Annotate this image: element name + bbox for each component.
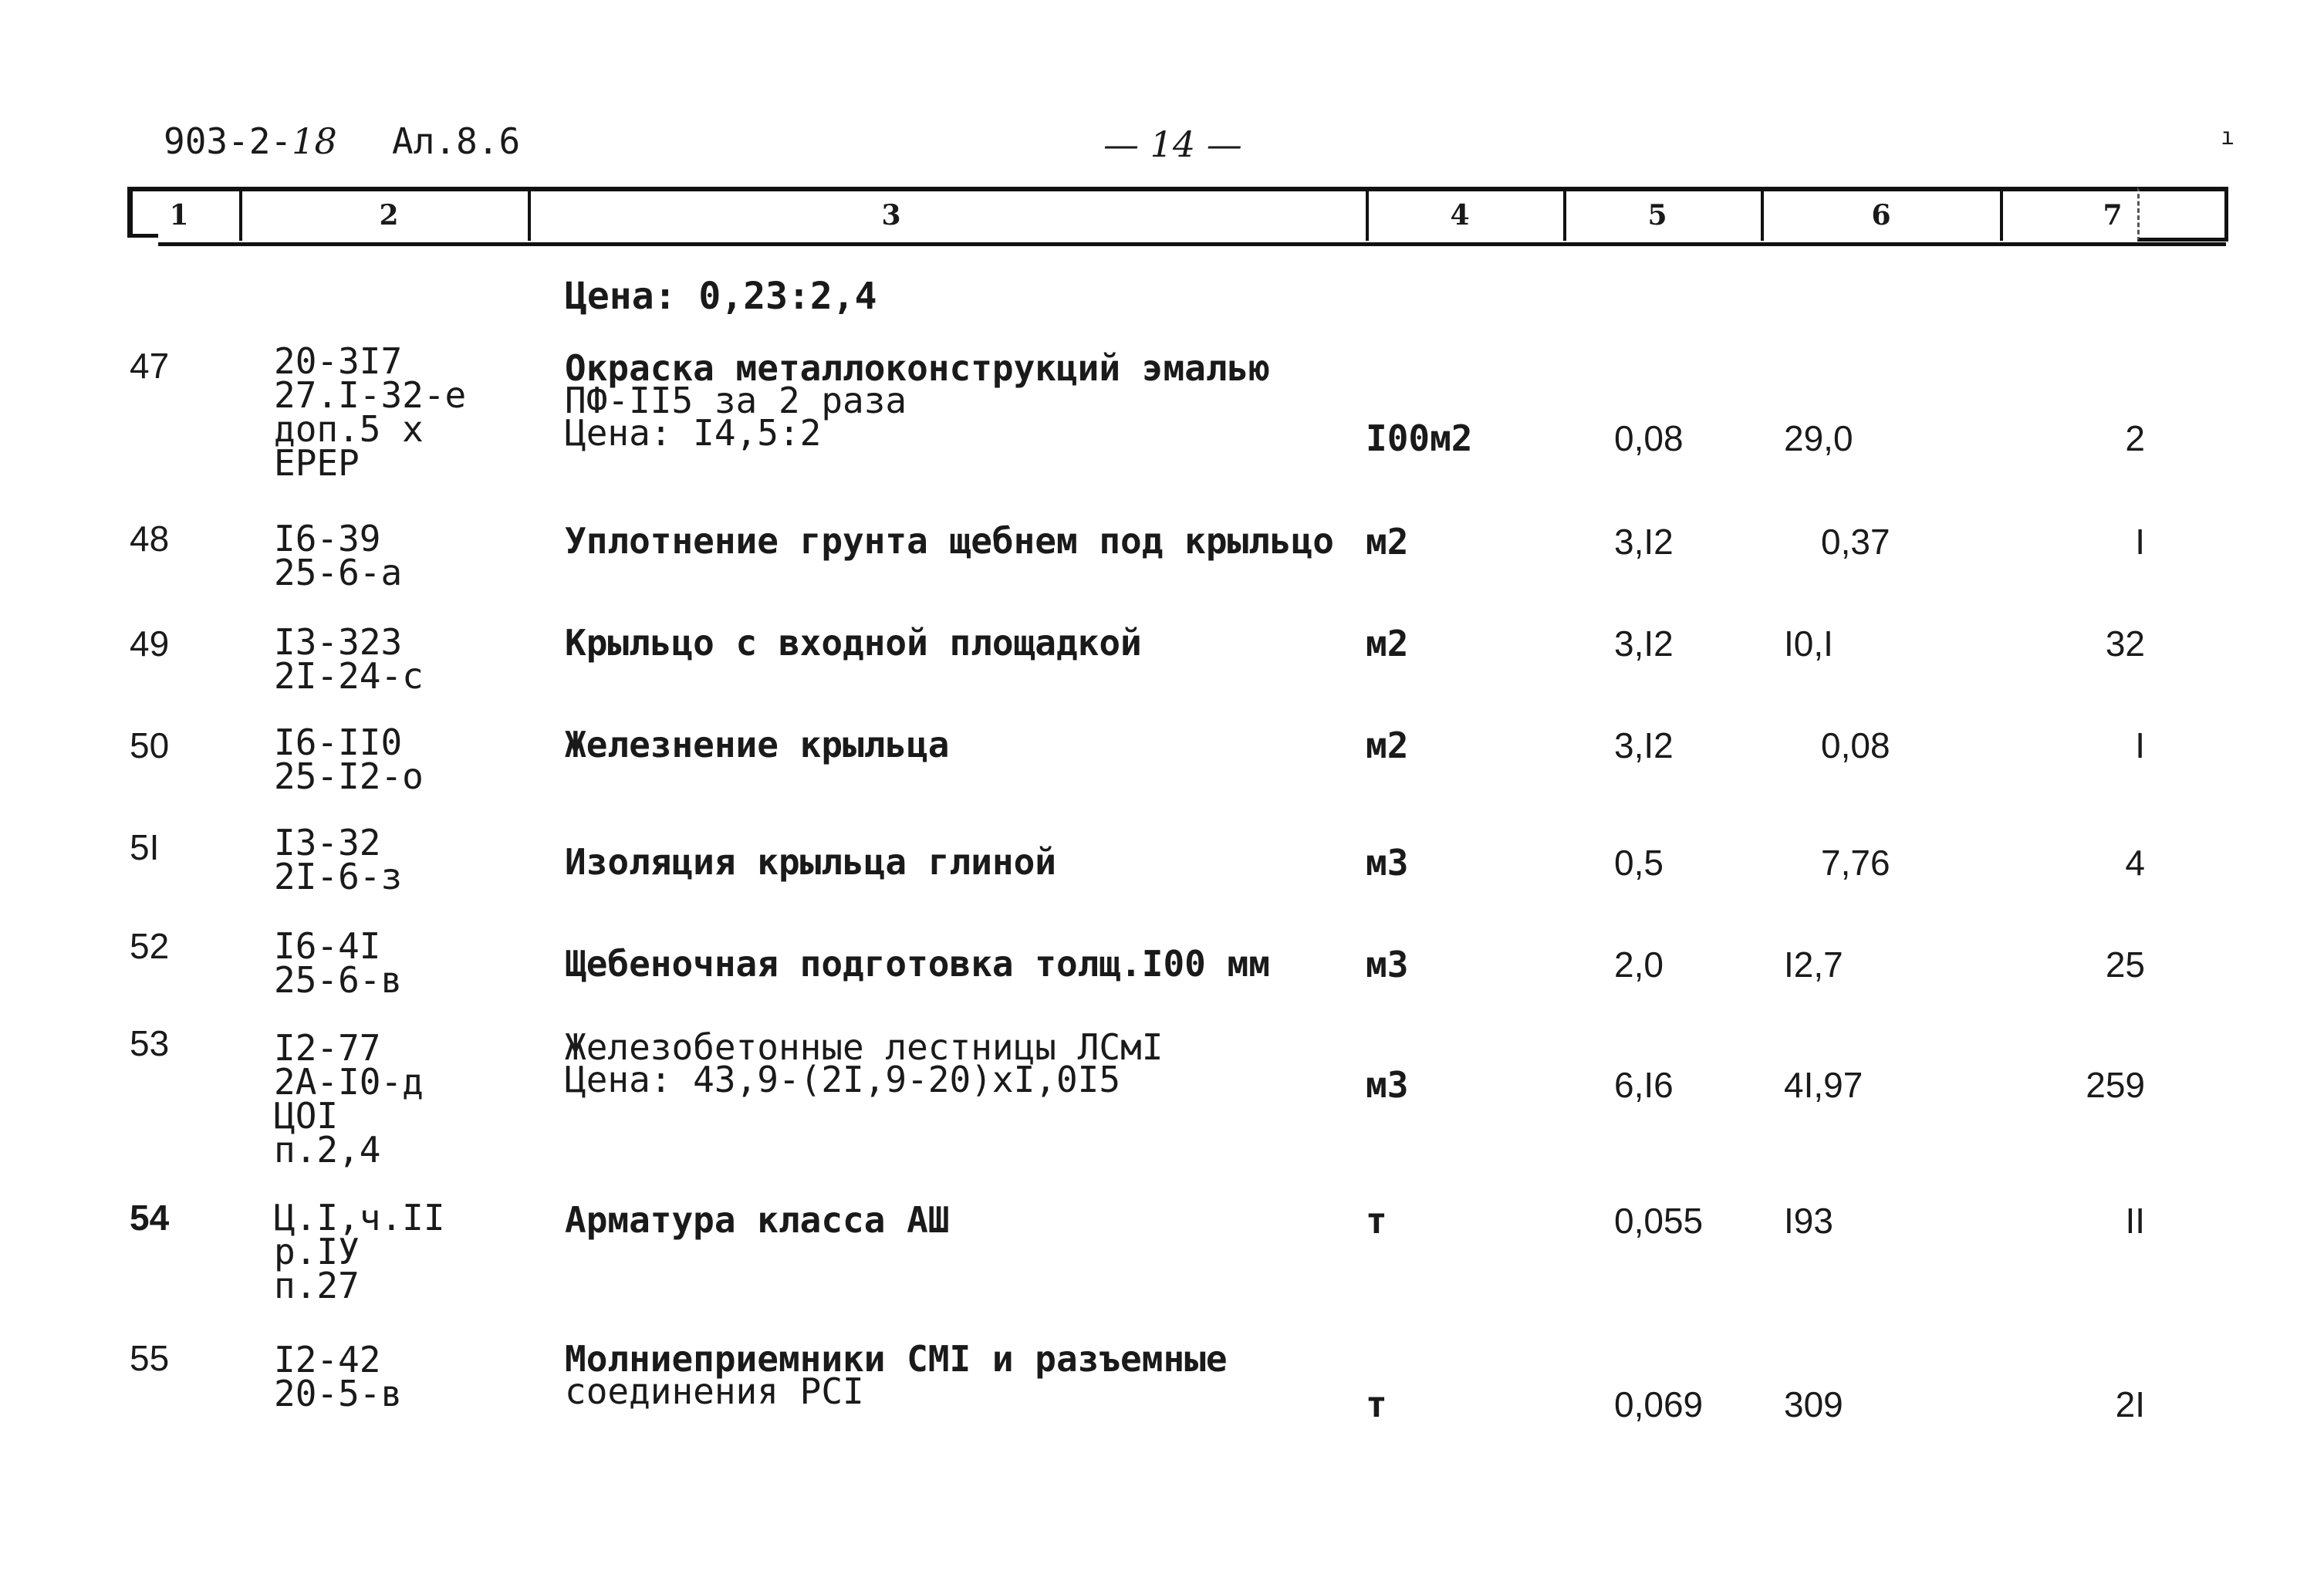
rate-code-line: I6-39	[274, 518, 381, 559]
total-cost: 32	[2105, 623, 2145, 664]
description-line: ПФ-II5 за 2 раза	[565, 380, 907, 421]
document-code	[164, 120, 337, 162]
work-description	[565, 841, 1056, 883]
unit-price: 4I,97	[1784, 1065, 1863, 1105]
unit: м3	[1366, 842, 1409, 884]
unit-price: 7,76	[1821, 843, 1890, 883]
total-cost: 4	[2125, 843, 2145, 883]
rate-code-line: 25-6-а	[274, 552, 403, 593]
column-number-1: 1	[169, 199, 189, 231]
unit-price: 29,0	[1784, 418, 1853, 458]
document-code-handwritten: 18	[292, 120, 337, 162]
row-number: 48	[130, 519, 170, 559]
work-description	[565, 724, 950, 765]
rate-code-line: р.IУ	[274, 1231, 360, 1272]
rate-code	[274, 1339, 403, 1414]
rate-code	[274, 621, 424, 697]
rate-code-line: 25-6-в	[274, 959, 403, 1001]
corner-mark: ı	[2221, 123, 2235, 150]
column-divider	[1563, 187, 1566, 241]
rate-code-line: п.2,4	[274, 1129, 381, 1171]
unit: м3	[1366, 1064, 1409, 1106]
quantity: 0,5	[1614, 843, 1664, 883]
description-line: Окраска металлоконструкций эмалью	[565, 347, 1270, 389]
unit-price: I93	[1784, 1201, 1833, 1241]
unit: м2	[1366, 521, 1409, 563]
rate-code-line: I3-323	[274, 621, 403, 663]
column-divider	[1761, 187, 1764, 241]
unit: м2	[1366, 725, 1409, 766]
total-cost: 2	[2125, 418, 2145, 458]
page-number: — 14 —	[1103, 123, 1242, 165]
total-cost: 259	[2086, 1065, 2145, 1105]
description-line: Арматура класса АШ	[565, 1199, 950, 1241]
work-description	[565, 1026, 1164, 1100]
quantity: 0,08	[1614, 418, 1684, 458]
rate-code-line: 20-3I7	[274, 340, 403, 382]
rate-code-line: 2I-6-з	[274, 856, 403, 897]
unit: т	[1366, 1384, 1387, 1425]
work-description	[565, 943, 1270, 985]
rate-code-line: I6-II0	[274, 721, 403, 763]
work-description	[565, 1338, 1228, 1412]
quantity: 0,069	[1614, 1384, 1704, 1424]
work-description	[565, 622, 1142, 664]
rate-code-line: ЦОI	[274, 1095, 339, 1137]
description-line: Уплотнение грунта щебнем под крыльцо	[565, 520, 1334, 562]
row-number: 55	[130, 1338, 170, 1378]
unit: т	[1366, 1200, 1387, 1242]
quantity: 3,I2	[1614, 522, 1674, 562]
total-cost: 2I	[2115, 1384, 2145, 1424]
rate-code-line: доп.5 х	[274, 408, 424, 450]
quantity: 0,055	[1614, 1201, 1704, 1241]
column-number-5: 5	[1647, 199, 1667, 231]
description-line: Железобетонные лестницы ЛСмI	[565, 1026, 1164, 1068]
description-line: Щебеночная подготовка толщ.I00 мм	[565, 943, 1270, 985]
unit-price: I2,7	[1784, 944, 1843, 985]
column-header-right-box	[2137, 187, 2228, 242]
rate-code	[274, 340, 467, 484]
unit: I00м2	[1366, 417, 1473, 459]
album-label: Ал.8.6	[392, 120, 521, 162]
rate-code	[274, 721, 424, 797]
column-number-3: 3	[881, 199, 901, 231]
description-line: Железнение крыльца	[565, 724, 950, 765]
column-divider	[239, 187, 242, 241]
quantity: 3,I2	[1614, 623, 1674, 664]
rate-code-line: 27.I-32-е	[274, 374, 467, 416]
column-number-6: 6	[1871, 199, 1891, 231]
unit-price: I0,I	[1784, 623, 1833, 664]
column-number-4: 4	[1450, 199, 1470, 231]
rate-code-line: 25-I2-о	[274, 755, 424, 797]
unit: м3	[1366, 944, 1409, 985]
quantity: 3,I2	[1614, 725, 1674, 765]
row-number: 49	[130, 623, 170, 664]
quantity: 2,0	[1614, 944, 1664, 985]
column-header-left-bracket	[127, 187, 158, 238]
total-cost: I	[2135, 522, 2145, 562]
description-line: Цена: 43,9-(2I,9-20)хI,0I5	[565, 1059, 1121, 1100]
description-line: соединения РСI	[565, 1370, 864, 1412]
rate-code-line: п.27	[274, 1265, 360, 1306]
description-line: Изоляция крыльца глиной	[565, 841, 1056, 883]
rate-code-line: I3-32	[274, 822, 381, 863]
unit-price: 309	[1784, 1384, 1843, 1424]
column-divider	[528, 187, 531, 241]
column-divider	[2000, 187, 2003, 241]
total-cost: I	[2135, 725, 2145, 765]
rate-code-line: Ц.I,ч.II	[274, 1197, 445, 1238]
row-number: 52	[130, 926, 170, 966]
work-description	[565, 1199, 950, 1241]
rate-code-line: I2-42	[274, 1339, 381, 1380]
rate-code	[274, 925, 403, 1001]
document-code-prefix: 903-2-	[164, 120, 292, 162]
intro-price: Цена: 0,23:2,4	[565, 275, 877, 318]
rate-code-line: I6-4I	[274, 925, 381, 967]
rate-code	[274, 518, 403, 593]
rate-code	[274, 1027, 424, 1171]
description-line: Цена: I4,5:2	[565, 412, 822, 454]
rate-code	[274, 822, 403, 897]
work-description	[565, 347, 1270, 454]
description-line: Крыльцо с входной площадкой	[565, 622, 1142, 664]
column-divider	[1366, 187, 1369, 241]
column-number-7: 7	[2103, 199, 2123, 231]
total-cost: 25	[2105, 944, 2145, 985]
row-number: 47	[130, 346, 170, 386]
unit-price: 0,08	[1821, 725, 1890, 765]
unit-price: 0,37	[1821, 522, 1890, 562]
rate-code-line: 2I-24-с	[274, 655, 424, 697]
column-number-2: 2	[379, 199, 399, 231]
description-line: Молниеприемники СМI и разъемные	[565, 1338, 1228, 1380]
quantity: 6,I6	[1614, 1065, 1674, 1105]
column-header-strip	[158, 187, 2226, 246]
row-number: 54	[130, 1198, 170, 1238]
rate-code-line: 2А-I0-д	[274, 1061, 424, 1103]
rate-code-line: 20-5-в	[274, 1373, 403, 1414]
rate-code	[274, 1197, 445, 1306]
rate-code-line: I2-77	[274, 1027, 381, 1069]
rate-code-line: ЕРЕР	[274, 442, 360, 484]
unit: м2	[1366, 623, 1409, 664]
row-number: 53	[130, 1023, 170, 1063]
total-cost: II	[2125, 1201, 2145, 1241]
work-description	[565, 520, 1334, 562]
row-number: 50	[130, 725, 170, 765]
row-number: 5I	[130, 827, 160, 867]
